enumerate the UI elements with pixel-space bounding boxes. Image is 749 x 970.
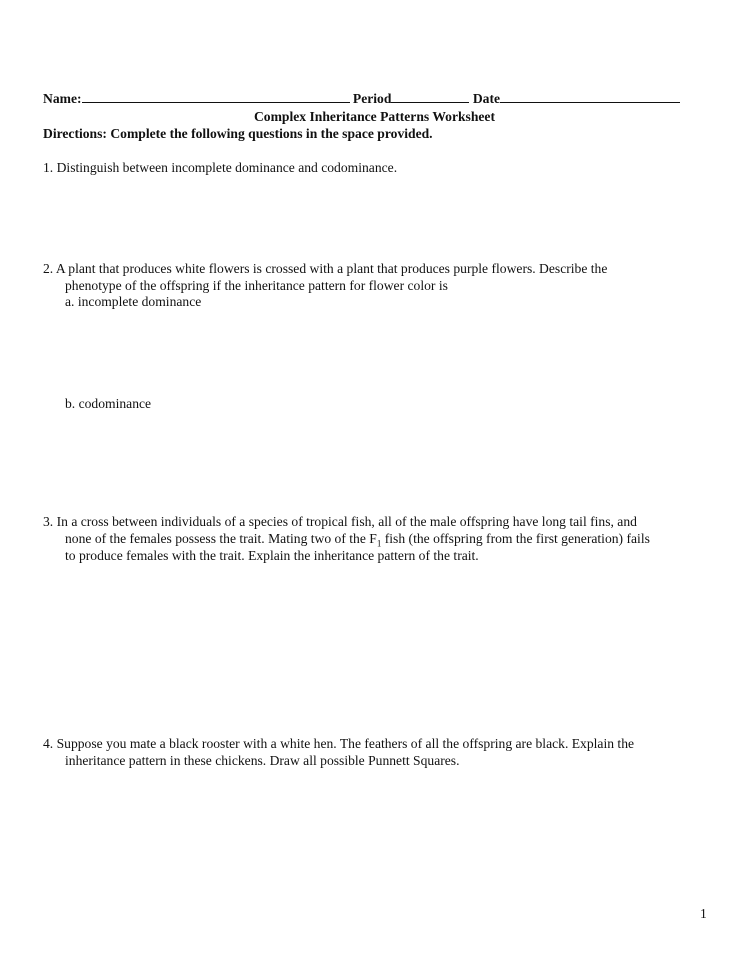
worksheet-title: Complex Inheritance Patterns Worksheet	[253, 109, 495, 124]
name-label: Name:	[43, 91, 82, 106]
date-label: Date	[472, 91, 501, 106]
question-2-line-2: phenotype of the offspring if the inheritance pattern for flower color is	[65, 278, 448, 293]
question-2b: b. codominance	[65, 396, 152, 411]
question-3-line-1: 3. In a cross between individuals of a species of tropical fish, all of the male offspring have long tail fins, and	[43, 514, 637, 529]
period-blank[interactable]	[391, 90, 469, 103]
question-3-line-3: to produce females with the trait. Explain the inheritance pattern of the trait.	[65, 548, 479, 563]
question-4-line-1: 4. Suppose you mate a black rooster with a white hen. The feathers of all the offspring are black. Explain the	[43, 736, 635, 751]
question-2-line-1: 2. A plant that produces white flowers is crossed with a plant that produces purple flowers. Describe the	[43, 261, 608, 276]
date-blank[interactable]	[500, 90, 680, 103]
question-2a: a. incomplete dominance	[65, 294, 202, 309]
name-blank[interactable]	[82, 90, 350, 103]
question-1: 1. Distinguish between incomplete dominance and codominance.	[43, 160, 398, 175]
page-number: 1	[700, 906, 707, 921]
directions: Directions: Complete the following questions in the space provided.	[43, 126, 433, 141]
question-4-line-2: inheritance pattern in these chickens. Draw all possible Punnett Squares.	[65, 753, 460, 768]
header-fields	[43, 90, 680, 107]
question-3-line-2: none of the females possess the trait. Mating two of the $F_1$ fish (the offspring from the first generation) fails	[65, 531, 650, 549]
period-label: Period	[352, 91, 392, 106]
